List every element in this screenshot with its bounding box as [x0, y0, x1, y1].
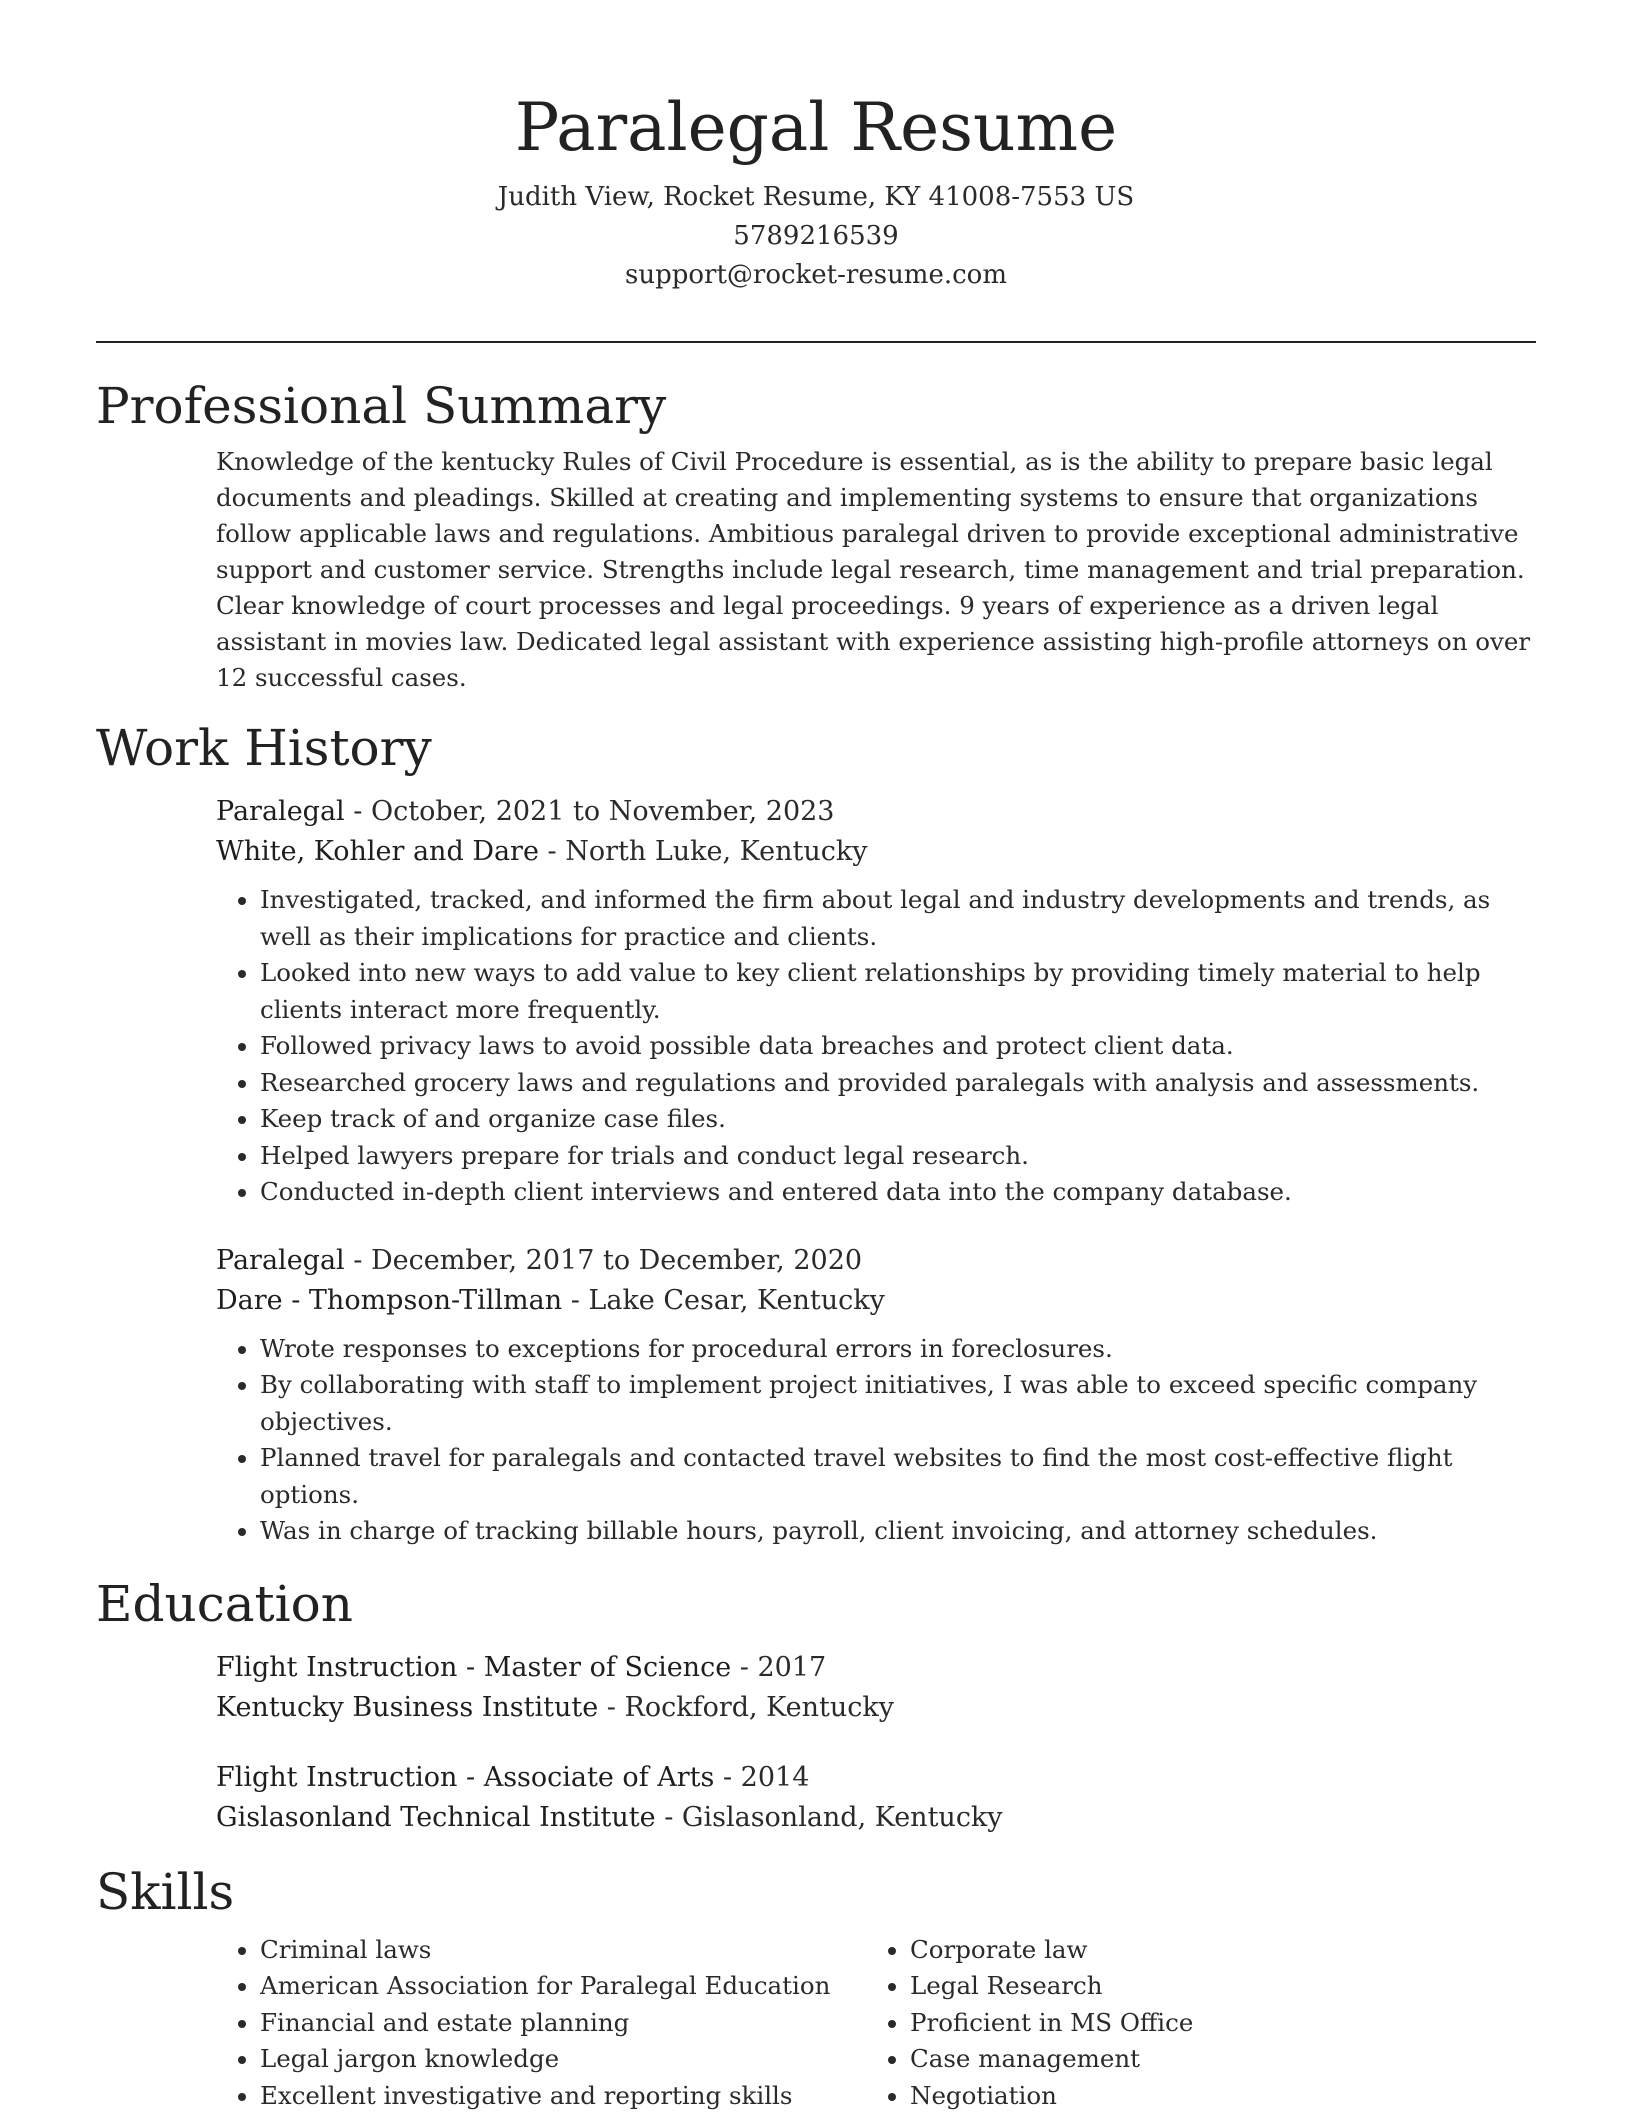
header-divider — [96, 341, 1536, 343]
list-item: • Legal Research — [910, 1968, 1516, 2005]
list-item: • Legal jargon knowledge — [260, 2041, 866, 2078]
summary-section — [96, 374, 1536, 696]
contact-block — [0, 178, 1632, 295]
job-entry — [216, 1241, 1536, 1550]
list-item: • Criminal laws — [260, 1932, 866, 1969]
list-item: • Followed privacy laws to avoid possible data breaches and protect client data. — [260, 1028, 1536, 1065]
work-section — [96, 716, 1536, 1550]
list-item: • Was in charge of tracking billable hours, payroll, client invoicing, and attorney schedules. — [260, 1513, 1536, 1550]
skills-column-right — [866, 1924, 1516, 2114]
skills-section — [96, 1860, 1536, 2114]
contact-phone: 5789216539 — [0, 217, 1632, 256]
skills-heading: Skills — [96, 1860, 1536, 1924]
list-item: • Looked into new ways to add value to key client relationships by providing timely material to help clients interact more frequently. — [260, 955, 1536, 1028]
education-year: - 2017 — [731, 1652, 826, 1683]
list-item: • Proficient in MS Office — [910, 2005, 1516, 2042]
job-location: - North Luke, Kentucky — [539, 836, 868, 867]
job-title-line — [216, 792, 1536, 832]
education-degree-line — [216, 1758, 1536, 1798]
list-item: • Helped lawyers prepare for trials and conduct legal research. — [260, 1138, 1536, 1175]
job-title: Paralegal — [216, 796, 345, 827]
education-heading: Education — [96, 1572, 1536, 1636]
job-bullets — [216, 882, 1536, 1211]
job-dates: - October, 2021 to November, 2023 — [345, 796, 835, 827]
education-location: - Gislasonland, Kentucky — [656, 1802, 1003, 1833]
list-item: • Financial and estate planning — [260, 2005, 866, 2042]
list-item: • Investigated, tracked, and informed the firm about legal and industry developments and trends, as well as their implications for practice and clients. — [260, 882, 1536, 955]
list-item: • Excellent investigative and reporting skills — [260, 2078, 866, 2114]
resume-content — [96, 374, 1536, 2114]
education-degree-line — [216, 1648, 1536, 1688]
job-title: Paralegal — [216, 1245, 345, 1276]
job-dates: - December, 2017 to December, 2020 — [345, 1245, 862, 1276]
education-degree: Flight Instruction - Associate of Arts — [216, 1762, 714, 1793]
list-item: • American Association for Paralegal Education — [260, 1968, 866, 2005]
job-title-line — [216, 1241, 1536, 1281]
list-item: • Researched grocery laws and regulations and provided paralegals with analysis and assessments. — [260, 1065, 1536, 1102]
education-year: - 2014 — [714, 1762, 809, 1793]
job-bullets — [216, 1331, 1536, 1550]
job-company: Dare - Thompson-Tillman — [216, 1285, 562, 1316]
contact-email: support@rocket-resume.com — [0, 256, 1632, 295]
work-heading: Work History — [96, 716, 1536, 780]
skills-list-left — [216, 1932, 866, 2114]
job-company-line — [216, 832, 1536, 872]
contact-address: Judith View, Rocket Resume, KY 41008-7553 US — [0, 178, 1632, 217]
work-body — [216, 792, 1536, 1550]
list-item: • Planned travel for paralegals and contacted travel websites to find the most cost-effective flight options. — [260, 1440, 1536, 1513]
education-school-line — [216, 1798, 1536, 1838]
job-entry — [216, 792, 1536, 1211]
skills-grid — [216, 1924, 1536, 2114]
list-item: • Negotiation — [910, 2078, 1516, 2114]
education-school: Gislasonland Technical Institute — [216, 1802, 656, 1833]
list-item: • Case management — [910, 2041, 1516, 2078]
education-location: - Rockford, Kentucky — [598, 1692, 894, 1723]
education-body — [216, 1648, 1536, 1838]
summary-body — [216, 444, 1536, 696]
job-location: - Lake Cesar, Kentucky — [562, 1285, 885, 1316]
job-company-line — [216, 1281, 1536, 1321]
skills-column-left — [216, 1924, 866, 2114]
education-degree: Flight Instruction - Master of Science — [216, 1652, 731, 1683]
list-item: • By collaborating with staff to implement project initiatives, I was able to exceed specific company objectives. — [260, 1367, 1536, 1440]
education-school: Kentucky Business Institute — [216, 1692, 598, 1723]
resume-header — [0, 0, 1632, 295]
summary-text: Knowledge of the kentucky Rules of Civil Procedure is essential, as is the ability to prepare basic legal documents and pleadings. Skilled at creating and implementing systems to ensure that organizations follow applicable laws and regulations. Ambitious paralegal driven to provide exceptional administrative support and customer service. Strengths include legal research, time management and trial preparation. Clear knowledge of court processes and legal proceedings. 9 years of experience as a driven legal assistant in movies law. Dedicated legal assistant with experience assisting high-profile attorneys on over 12 successful cases. — [216, 444, 1536, 696]
education-section — [96, 1572, 1536, 1838]
page-title: Paralegal Resume — [0, 88, 1632, 168]
job-company: White, Kohler and Dare — [216, 836, 539, 867]
education-entry — [216, 1758, 1536, 1838]
skills-list-right — [866, 1932, 1516, 2114]
list-item: • Keep track of and organize case files. — [260, 1101, 1536, 1138]
summary-heading: Professional Summary — [96, 374, 1536, 438]
education-school-line — [216, 1688, 1536, 1728]
list-item: • Wrote responses to exceptions for procedural errors in foreclosures. — [260, 1331, 1536, 1368]
education-entry — [216, 1648, 1536, 1728]
list-item: • Corporate law — [910, 1932, 1516, 1969]
list-item: • Conducted in-depth client interviews and entered data into the company database. — [260, 1174, 1536, 1211]
